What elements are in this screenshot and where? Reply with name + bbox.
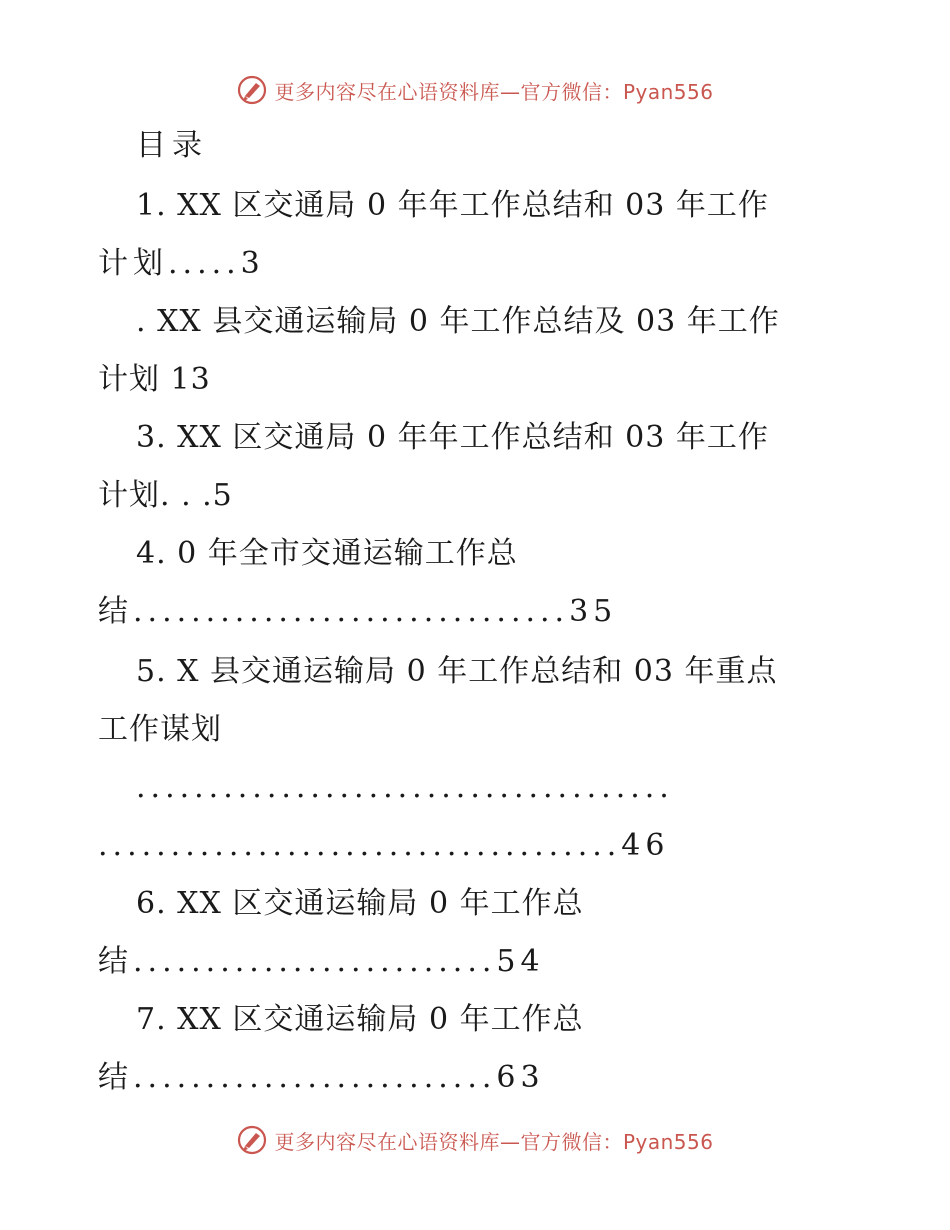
quill-logo-icon xyxy=(236,74,268,106)
toc-entry-2-line-2: 计划 13 xyxy=(98,362,211,397)
header-watermark xyxy=(0,70,950,110)
toc-entry-1-line-2: 计划.....3 xyxy=(98,246,265,281)
watermark-text: 更多内容尽在心语资料库—官方微信：Pyan556 xyxy=(274,79,714,104)
toc-entry-4-line-1: 4. 0 年全市交通运输工作总 xyxy=(136,536,518,571)
toc-entry-2-line-1: . XX 县交通运输局 0 年工作总结及 03 年工作 xyxy=(136,304,780,339)
toc-entry-7-line-1: 7. XX 区交通运输局 0 年工作总 xyxy=(136,1002,584,1037)
toc-entry-7-line-2: 结.........................63 xyxy=(98,1060,545,1095)
toc-title: 目录 xyxy=(136,128,208,163)
toc-entry-5-line-3: ..................................... xyxy=(136,770,674,805)
toc-entry-5-line-4: ....................................46 xyxy=(98,828,670,863)
toc-entry-3-line-2: 计划. . .5 xyxy=(98,478,233,513)
footer-watermark xyxy=(0,1120,950,1160)
toc-entry-1-line-1: 1. XX 区交通局 0 年年工作总结和 03 年工作 xyxy=(136,188,769,223)
toc-entry-5-line-2: 工作谋划 xyxy=(98,712,222,747)
toc-entry-5-line-1: 5. X 县交通运输局 0 年工作总结和 03 年重点 xyxy=(136,654,778,689)
toc-entry-6-line-1: 6. XX 区交通运输局 0 年工作总 xyxy=(136,886,584,921)
toc-entry-4-line-2: 结..............................35 xyxy=(98,594,618,629)
quill-logo-icon xyxy=(236,1124,268,1156)
watermark-text: 更多内容尽在心语资料库—官方微信：Pyan556 xyxy=(274,1129,714,1154)
toc-entry-6-line-2: 结.........................54 xyxy=(98,944,545,979)
toc-entry-3-line-1: 3. XX 区交通局 0 年年工作总结和 03 年工作 xyxy=(136,420,769,455)
